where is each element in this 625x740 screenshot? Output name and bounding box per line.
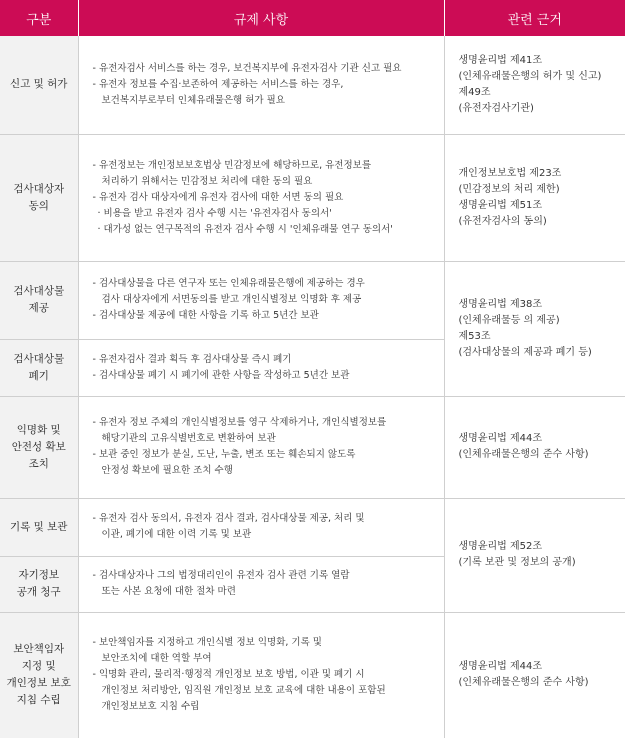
basis-cell: [444, 261, 625, 396]
description-line: 또는 사본 요청에 대한 절차 마련: [101, 586, 236, 597]
header-basis: 관련 근거: [444, 0, 625, 36]
description-line: · 대가성 없는 연구목적의 유전자 검사 수행 시 '인체유래물 연구 동의서': [97, 223, 393, 235]
description-line: 보안조치에 대한 역할 부여: [101, 653, 212, 665]
basis-line: (검사대상물의 제공과 폐기 등): [458, 346, 592, 358]
basis-line: 개인정보보호법 제23조: [458, 167, 562, 179]
basis-line: 제53조: [458, 330, 491, 342]
basis-line: 제49조: [458, 86, 491, 98]
basis-cell: [444, 134, 625, 261]
description-line: 안정성 확보에 필요한 조치 수행: [101, 465, 233, 476]
table-header-row: [0, 0, 625, 36]
category-label: 지정 및: [21, 660, 56, 673]
category-cell: [0, 261, 78, 339]
description-line: 처리하기 위해서는 민감정보 처리에 대한 동의 필요: [101, 175, 313, 187]
basis-line: 생명윤리법 제52조: [458, 541, 543, 552]
basis-line: (인체유래물은행의 허가 및 신고): [458, 70, 602, 82]
description-line: - 유전정보는 개인정보보호법상 민감정보에 해당하므로, 유전정보를: [92, 159, 372, 171]
description-line: - 유전자검사 결과 획득 후 검사대상물 즉시 폐기: [92, 353, 292, 365]
category-cell: [0, 396, 78, 498]
category-cell: [0, 339, 78, 396]
table-row-consent: [0, 134, 625, 261]
category-cell: [0, 556, 78, 612]
table-row-provision: [0, 261, 625, 339]
basis-line: 생명윤리법 제38조: [458, 298, 543, 310]
description-cell: [78, 134, 444, 261]
category-label: 검사대상물: [13, 352, 65, 365]
header-regulation: 규제 사항: [78, 0, 444, 36]
description-line: - 검사대상물 제공에 대한 사항을 기록 하고 5년간 보관: [92, 310, 319, 321]
category-cell: [0, 134, 78, 261]
description-cell: [78, 36, 444, 134]
category-label: 공개 청구: [16, 586, 61, 598]
header-category: 구분: [26, 12, 52, 28]
description-line: - 유전자 정보를 수집·보존하여 제공하는 서비스를 하는 경우,: [92, 78, 344, 90]
category-label: 조치: [28, 457, 49, 470]
category-label: 신고 및 허가: [10, 78, 68, 91]
table-row-registration: [0, 36, 625, 134]
category-cell: [0, 498, 78, 556]
description-cell: [78, 339, 444, 396]
category-label: 동의: [28, 199, 49, 212]
description-line: 개인정보 처리방안, 임직원 개인정보 보호 교육에 대한 내용이 포함된: [101, 685, 386, 697]
category-cell: [0, 612, 78, 738]
description-line: - 유전자 검사 동의서, 유전자 검사 결과, 검사대상물 제공, 처리 및: [92, 513, 365, 524]
category-label: 검사대상물: [13, 285, 65, 297]
description-cell: [78, 498, 444, 556]
category-label: 기록 및 보관: [10, 520, 68, 533]
basis-line: (인체유래물은행의 준수 사항): [458, 449, 589, 460]
basis-line: 생명윤리법 제41조: [458, 54, 543, 66]
description-line: - 유전자검사 서비스를 하는 경우, 보건복지부에 유전자검사 기관 신고 필요: [92, 62, 402, 74]
table-row-anonymization: [0, 396, 625, 498]
description-cell: [78, 612, 444, 738]
category-cell: [0, 36, 78, 134]
description-cell: [78, 556, 444, 612]
description-line: - 검사대상물을 다른 연구자 또는 인체유래물은행에 제공하는 경우: [92, 278, 365, 289]
category-label: 개인정보 보호: [6, 677, 71, 690]
description-line: 보건복지부로부터 인체유래물은행 허가 필요: [101, 94, 285, 106]
description-cell: [78, 396, 444, 498]
basis-cell: [444, 396, 625, 498]
description-line: - 익명화 관리, 물리적·행정적 개인정보 보호 방법, 이관 및 폐기 시: [92, 669, 365, 681]
description-line: - 유전자 정보 주체의 개인식별정보를 영구 삭제하거나, 개인식별정보를: [92, 417, 387, 428]
basis-cell: [444, 498, 625, 612]
category-label: 검사대상자: [13, 182, 65, 195]
basis-cell: [444, 36, 625, 134]
table-row-records: [0, 498, 625, 556]
basis-line: (인체유래물은행의 준수 사항): [458, 677, 589, 689]
description-line: - 보안책임자를 지정하고 개인식별 정보 익명화, 기록 및: [92, 637, 322, 649]
description-line: 해당기관의 고유식별번호로 변환하여 보관: [101, 433, 276, 444]
basis-cell: [444, 612, 625, 738]
basis-line: (유전자검사기관): [458, 102, 534, 114]
description-line: 개인정보보호 지침 수립: [101, 701, 200, 713]
basis-line: (인체유래물등 의 제공): [458, 314, 560, 326]
description-line: 이관, 폐기에 대한 이력 기록 및 보관: [101, 529, 252, 540]
description-line: - 검사대상물 폐기 시 폐기에 관한 사항을 작성하고 5년간 보관: [92, 369, 350, 381]
category-label: 자기정보: [18, 569, 60, 581]
category-label: 안전성 확보: [11, 440, 66, 453]
description-line: - 유전자 검사 대상자에게 유전자 검사에 대한 서면 동의 필요: [92, 191, 344, 203]
basis-line: 생명윤리법 제44조: [458, 433, 543, 444]
category-label: 폐기: [28, 369, 49, 382]
description-line: - 보관 중인 정보가 분실, 도난, 누출, 변조 또는 훼손되지 않도록: [92, 449, 356, 460]
description-cell: [78, 261, 444, 339]
basis-line: (민감정보의 처리 제한): [458, 183, 560, 195]
category-label: 보안책임자: [13, 643, 65, 656]
description-line: - 검사대상자나 그의 법정대리인이 유전자 검사 관련 기록 열람: [92, 570, 350, 581]
description-line: · 비용을 받고 유전자 검사 수행 시는 '유전자검사 동의서': [97, 207, 332, 219]
basis-line: (기록 보관 및 정보의 공개): [458, 557, 576, 568]
category-label: 지침 수립: [16, 694, 61, 707]
basis-line: 생명윤리법 제51조: [458, 199, 543, 211]
description-line: 검사 대상자에게 서면동의를 받고 개인식별정보 익명화 후 제공: [101, 294, 362, 305]
category-label: 익명화 및: [16, 423, 61, 436]
category-label: 제공: [28, 302, 49, 314]
basis-line: 생명윤리법 제44조: [458, 661, 543, 673]
basis-line: (유전자검사의 동의): [458, 215, 547, 227]
table-row-security-officer: [0, 612, 625, 738]
